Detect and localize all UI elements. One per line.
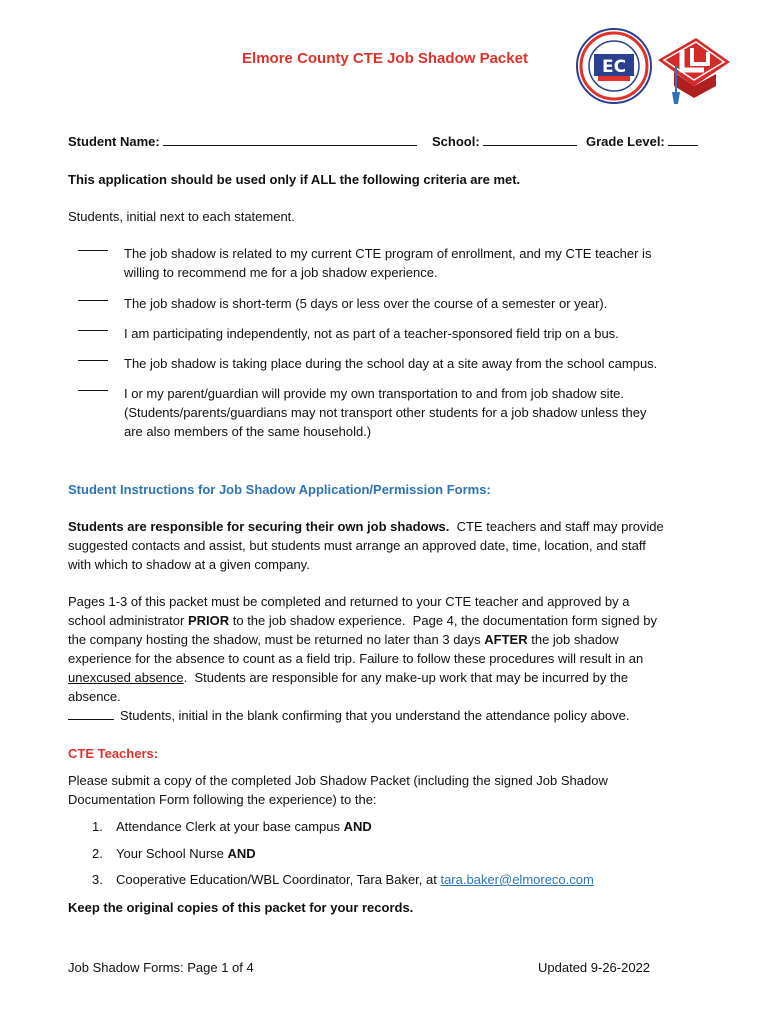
criteria-item bbox=[124, 354, 704, 373]
student-name-blank[interactable] bbox=[163, 132, 417, 146]
criteria-item-line: are also members of the same household.) bbox=[124, 424, 372, 439]
criteria-item-line: The job shadow is short-term (5 days or less over the course of a semester or year). bbox=[124, 296, 608, 311]
criteria-item-line: The job shadow is related to my current CTE program of enrollment, and my CTE teacher is bbox=[124, 246, 652, 261]
instructions-paragraph-1 bbox=[68, 517, 708, 574]
list-number: 3. bbox=[92, 872, 103, 887]
text-span: Students, initial in the blank confirming that you understand the attendance policy above. bbox=[120, 708, 630, 723]
student-name-label: Student Name: bbox=[68, 134, 160, 149]
text-line: Pages 1-3 of this packet must be completed and returned to your CTE teacher and approved by a bbox=[68, 594, 630, 609]
text-line: Documentation Form following the experience) to the: bbox=[68, 792, 377, 807]
list-emphasis: AND bbox=[343, 819, 372, 834]
criteria-instruction: Students, initial next to each statement. bbox=[68, 209, 295, 224]
list-item bbox=[92, 817, 372, 836]
criteria-intro: This application should be used only if ALL the following criteria are met. bbox=[68, 172, 521, 187]
grade-level-blank[interactable] bbox=[668, 132, 698, 146]
text-line: Please submit a copy of the completed Job Shadow Packet (including the signed Job Shadow bbox=[68, 773, 608, 788]
grade-level-field[interactable] bbox=[586, 132, 698, 151]
initial-blank[interactable] bbox=[78, 330, 108, 331]
school-blank[interactable] bbox=[483, 132, 577, 146]
text-span: the job shadow bbox=[527, 632, 619, 647]
initial-blank[interactable] bbox=[78, 250, 108, 251]
attendance-initial-blank[interactable] bbox=[68, 706, 114, 720]
email-link[interactable]: tara.baker@elmoreco.com bbox=[440, 872, 594, 887]
closing-note: Keep the original copies of this packet for your records. bbox=[68, 900, 414, 915]
footer-updated-date: Updated 9-26-2022 bbox=[538, 960, 651, 975]
initial-blank[interactable] bbox=[78, 300, 108, 301]
list-emphasis: AND bbox=[227, 846, 256, 861]
instructions-heading: Student Instructions for Job Shadow Application/Permission Forms: bbox=[68, 482, 491, 497]
teachers-paragraph bbox=[68, 771, 708, 809]
logo-initials: EC bbox=[601, 57, 627, 77]
criteria-item-line: (Students/parents/guardians may not transport other students for a job shadow unless they bbox=[124, 405, 647, 420]
list-text: Attendance Clerk at your base campus bbox=[116, 819, 344, 834]
list-number: 2. bbox=[92, 846, 103, 861]
criteria-item-line: I or my parent/guardian will provide my own transportation to and from job shadow site. bbox=[124, 386, 625, 401]
emphasis-after: AFTER bbox=[484, 632, 528, 647]
list-text: Your School Nurse bbox=[116, 846, 228, 861]
teachers-heading: CTE Teachers: bbox=[68, 746, 159, 761]
list-item bbox=[92, 870, 594, 889]
criteria-item bbox=[124, 294, 704, 313]
bold-lead: Students are responsible for securing their own job shadows. bbox=[68, 519, 450, 534]
emphasis-prior: PRIOR bbox=[187, 613, 230, 628]
technical-center-cap-logo bbox=[652, 26, 734, 108]
text-line: suggested contacts and assist, but students must arrange an approved date, time, location, and staff bbox=[68, 538, 646, 553]
text-line: experience for the absence to count as a field trip. Failure to follow these procedures will result in an bbox=[68, 651, 644, 666]
text-span: CTE teachers and staff may provide bbox=[449, 519, 664, 534]
criteria-item-line: willing to recommend me for a job shadow experience. bbox=[124, 265, 438, 280]
list-text: Cooperative Education/WBL Coordinator, Tara Baker, at bbox=[116, 872, 441, 887]
unexcused-absence-text: unexcused absence bbox=[68, 670, 184, 685]
footer-page-label: Job Shadow Forms: Page 1 of 4 bbox=[68, 960, 254, 975]
criteria-item bbox=[124, 244, 704, 282]
criteria-item bbox=[124, 324, 704, 343]
school-label: School: bbox=[432, 134, 480, 149]
student-name-field[interactable] bbox=[68, 132, 417, 151]
text-line: absence. bbox=[68, 689, 121, 704]
list-number: 1. bbox=[92, 819, 103, 834]
text-span: to the job shadow experience. Page 4, the documentation form signed by bbox=[229, 613, 657, 628]
text-span: school administrator bbox=[68, 613, 188, 628]
text-span: . Students are responsible for any make-up work that may be incurred by the bbox=[183, 670, 629, 685]
criteria-item-line: The job shadow is taking place during the school day at a site away from the school campus. bbox=[124, 356, 658, 371]
initial-blank[interactable] bbox=[78, 360, 108, 361]
school-field[interactable] bbox=[432, 132, 577, 151]
list-item bbox=[92, 844, 256, 863]
grade-level-label: Grade Level: bbox=[586, 134, 665, 149]
initial-blank[interactable] bbox=[78, 390, 108, 391]
criteria-item-line: I am participating independently, not as part of a teacher-sponsored field trip on a bus. bbox=[124, 326, 619, 341]
page-title: Elmore County CTE Job Shadow Packet bbox=[242, 50, 528, 67]
criteria-item bbox=[124, 384, 704, 441]
instructions-paragraph-2 bbox=[68, 592, 708, 725]
elmore-county-schools-logo bbox=[576, 28, 652, 104]
text-span: the company hosting the shadow, must be returned no later than 3 days bbox=[68, 632, 485, 647]
text-line: with which to shadow at a given company. bbox=[68, 557, 310, 572]
